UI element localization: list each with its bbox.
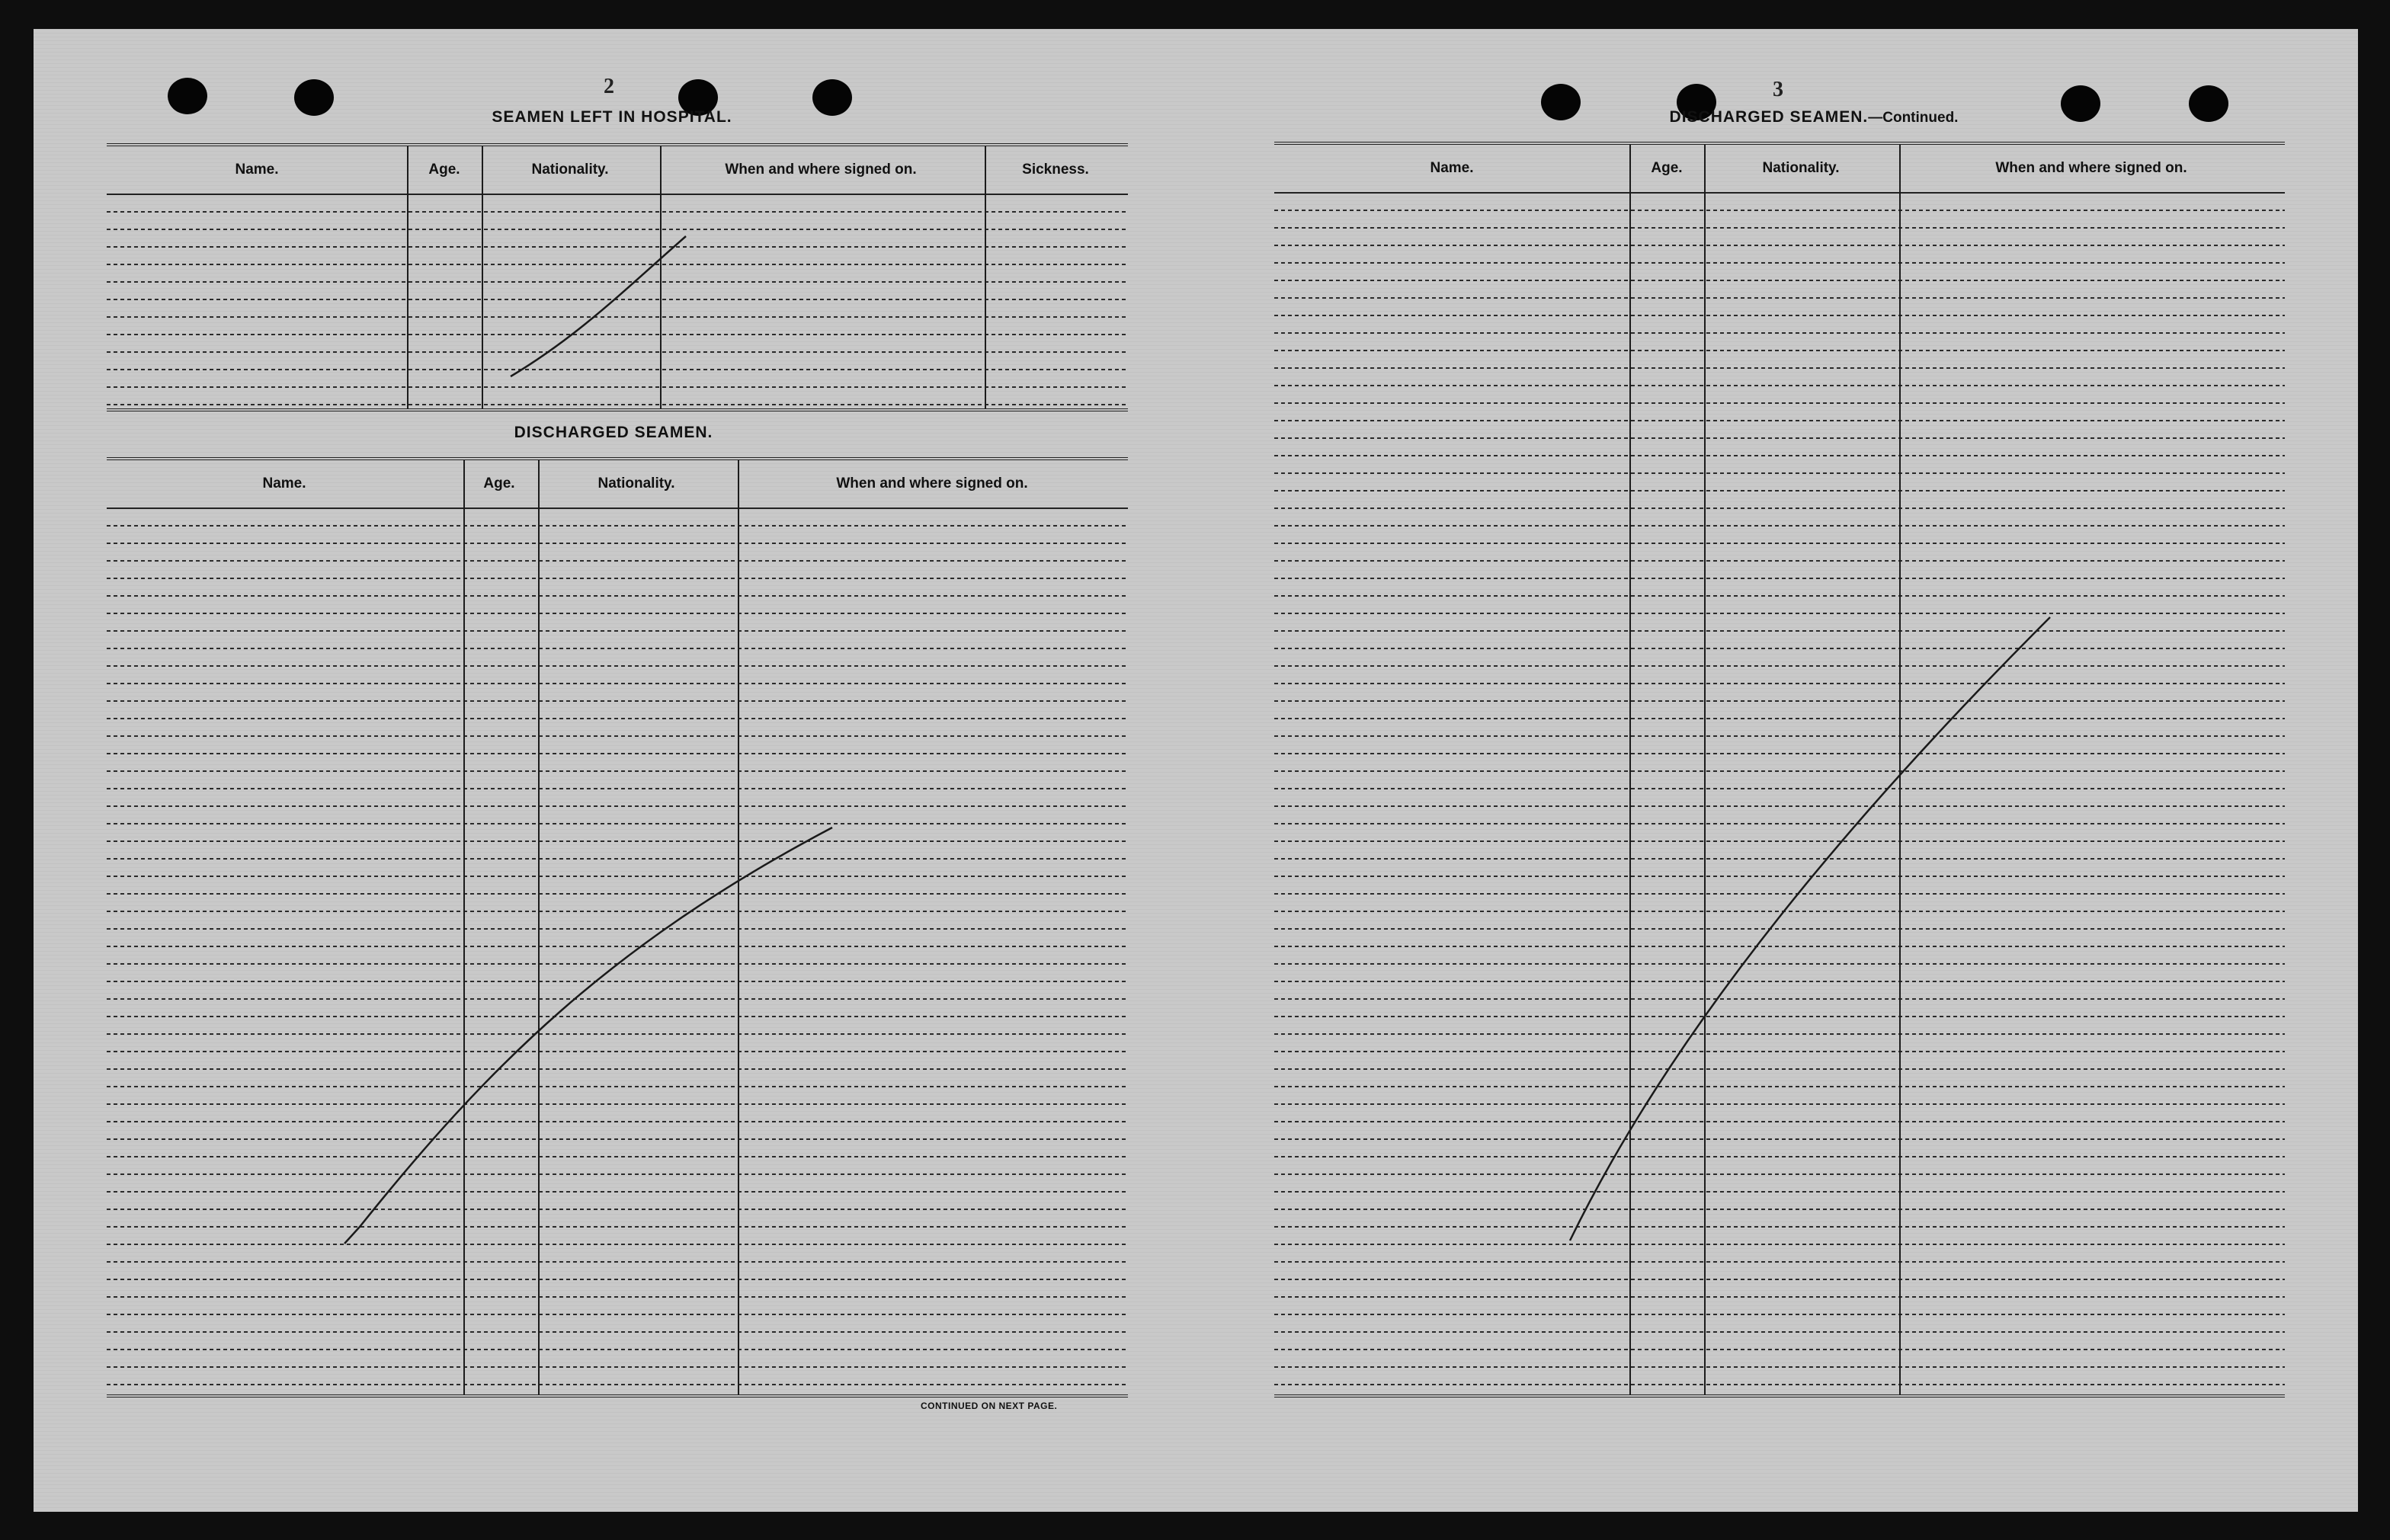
page-number-right: 3 [1773, 78, 1783, 101]
page-number-left: 2 [604, 75, 614, 98]
continued-suffix: —Continued. [1868, 110, 1959, 126]
column-header-when-where-signed: When and where signed on. [836, 475, 1028, 491]
column-header-name: Name. [235, 162, 279, 178]
column-header-name: Name. [262, 475, 306, 491]
hospital-section-title: SEAMEN LEFT IN HOSPITAL. [492, 108, 732, 126]
column-header-nationality: Nationality. [1762, 160, 1840, 176]
column-header-age: Age. [483, 475, 515, 491]
column-header-name: Name. [1430, 160, 1474, 176]
cancel-stroke-hospital [511, 236, 686, 376]
cancel-stroke-discharged-right [1570, 617, 2050, 1241]
cancel-stroke-discharged-left [344, 828, 832, 1244]
column-header-when-where-signed: When and where signed on. [1995, 160, 2187, 176]
continued-on-next-page-note: CONTINUED ON NEXT PAGE. [921, 1401, 1058, 1411]
column-header-age: Age. [1651, 160, 1683, 176]
discharged-continued-title-text: DISCHARGED SEAMEN. [1669, 108, 1869, 126]
discharged-section-title: DISCHARGED SEAMEN. [514, 424, 713, 441]
column-header-sickness: Sickness. [1022, 162, 1089, 178]
column-header-nationality: Nationality. [598, 475, 675, 491]
column-header-when-where-signed: When and where signed on. [725, 162, 917, 178]
column-header-age: Age. [428, 162, 460, 178]
column-header-nationality: Nationality. [531, 162, 609, 178]
